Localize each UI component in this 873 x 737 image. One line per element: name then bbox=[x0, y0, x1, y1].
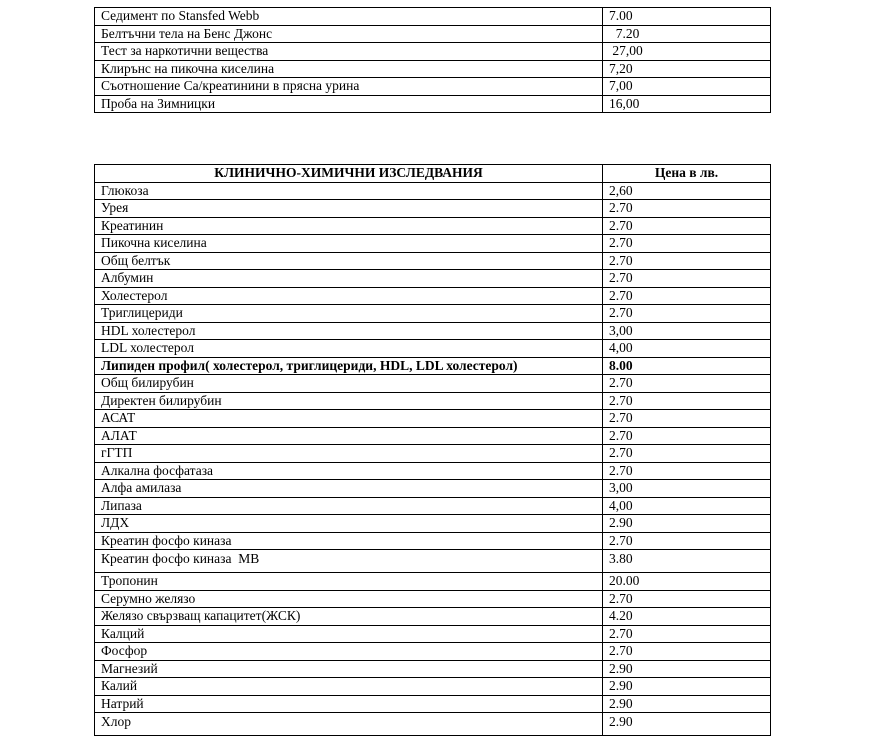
table-row bbox=[95, 445, 771, 463]
test-price: 7,00 bbox=[603, 78, 771, 96]
test-price: 2.90 bbox=[603, 678, 771, 696]
table-row bbox=[95, 427, 771, 445]
test-name: Алкална фосфатаза bbox=[95, 462, 603, 480]
table-row bbox=[95, 235, 771, 253]
test-price: 2.90 bbox=[603, 515, 771, 533]
table-row bbox=[95, 497, 771, 515]
table-row-highlight bbox=[95, 357, 771, 375]
test-name: Общ белтък bbox=[95, 252, 603, 270]
test-name: Фосфор bbox=[95, 643, 603, 661]
urine-tests-table bbox=[94, 7, 771, 113]
test-price: 2.70 bbox=[603, 410, 771, 428]
table-row bbox=[95, 287, 771, 305]
test-name: АСАТ bbox=[95, 410, 603, 428]
test-name: Клирънс на пикочна киселина bbox=[95, 60, 603, 78]
test-name: Креатин фосфо киназа МВ bbox=[95, 550, 603, 573]
test-name: Глюкоза bbox=[95, 182, 603, 200]
test-name: Тест за наркотични вещества bbox=[95, 43, 603, 61]
column-header-price: Цена в лв. bbox=[603, 165, 771, 183]
test-name: Алфа амилаза bbox=[95, 480, 603, 498]
test-price: 2.90 bbox=[603, 695, 771, 713]
test-name: Албумин bbox=[95, 270, 603, 288]
clinical-chemistry-table bbox=[94, 164, 771, 736]
test-price: 2.70 bbox=[603, 532, 771, 550]
test-price: 2.70 bbox=[603, 217, 771, 235]
test-price: 16,00 bbox=[603, 95, 771, 113]
table-row bbox=[95, 305, 771, 323]
test-price: 8.00 bbox=[603, 357, 771, 375]
test-name: Директен билирубин bbox=[95, 392, 603, 410]
table-row bbox=[95, 322, 771, 340]
test-price: 2.70 bbox=[603, 392, 771, 410]
table-row bbox=[95, 713, 771, 736]
test-name: Креатинин bbox=[95, 217, 603, 235]
test-price: 3.80 bbox=[603, 550, 771, 573]
test-price: 2.70 bbox=[603, 235, 771, 253]
test-name: Триглицериди bbox=[95, 305, 603, 323]
test-price: 2.70 bbox=[603, 270, 771, 288]
test-price: 7.20 bbox=[603, 25, 771, 43]
table-row bbox=[95, 270, 771, 288]
test-price: 7.00 bbox=[603, 8, 771, 26]
test-name: Белтъчни тела на Бенс Джонс bbox=[95, 25, 603, 43]
test-name: АЛАТ bbox=[95, 427, 603, 445]
test-price: 2.90 bbox=[603, 713, 771, 736]
test-price: 3,00 bbox=[603, 480, 771, 498]
test-price: 3,00 bbox=[603, 322, 771, 340]
test-price: 4,00 bbox=[603, 340, 771, 358]
table-row bbox=[95, 480, 771, 498]
test-price: 2.70 bbox=[603, 462, 771, 480]
table-row bbox=[95, 462, 771, 480]
table-row bbox=[95, 695, 771, 713]
column-header-test: КЛИНИЧНО-ХИМИЧНИ ИЗСЛЕДВАНИЯ bbox=[95, 165, 603, 183]
test-name: Серумно желязо bbox=[95, 590, 603, 608]
table-row bbox=[95, 625, 771, 643]
table-row bbox=[95, 252, 771, 270]
table-row bbox=[95, 25, 771, 43]
table-row bbox=[95, 8, 771, 26]
test-price: 2.70 bbox=[603, 643, 771, 661]
test-name: LDL холестерол bbox=[95, 340, 603, 358]
table-row bbox=[95, 515, 771, 533]
test-name: Съотношение Са/креатинини в прясна урина bbox=[95, 78, 603, 96]
test-name: Урея bbox=[95, 200, 603, 218]
table-row bbox=[95, 217, 771, 235]
table-row bbox=[95, 660, 771, 678]
test-price: 2.70 bbox=[603, 445, 771, 463]
test-name: Натрий bbox=[95, 695, 603, 713]
table-row bbox=[95, 200, 771, 218]
table-row bbox=[95, 608, 771, 626]
test-price: 2.70 bbox=[603, 590, 771, 608]
test-price: 2.70 bbox=[603, 305, 771, 323]
test-name: Тропонин bbox=[95, 573, 603, 591]
table-row bbox=[95, 60, 771, 78]
table-row bbox=[95, 78, 771, 96]
table-row bbox=[95, 573, 771, 591]
test-price: 4,00 bbox=[603, 497, 771, 515]
test-name: Калий bbox=[95, 678, 603, 696]
test-name: Проба на Зимницки bbox=[95, 95, 603, 113]
test-name: Холестерол bbox=[95, 287, 603, 305]
test-name: ЛДХ bbox=[95, 515, 603, 533]
test-name: Креатин фосфо киназа bbox=[95, 532, 603, 550]
table-row bbox=[95, 678, 771, 696]
test-price: 2.70 bbox=[603, 200, 771, 218]
table-row bbox=[95, 590, 771, 608]
table-row bbox=[95, 410, 771, 428]
test-price: 2,60 bbox=[603, 182, 771, 200]
test-name: HDL холестерол bbox=[95, 322, 603, 340]
test-name: Липаза bbox=[95, 497, 603, 515]
table-row bbox=[95, 375, 771, 393]
test-name: Хлор bbox=[95, 713, 603, 736]
table-row bbox=[95, 550, 771, 573]
table-header-row bbox=[95, 165, 771, 183]
test-price: 2.70 bbox=[603, 375, 771, 393]
test-name: Желязо свързващ капацитет(ЖСК) bbox=[95, 608, 603, 626]
test-price: 2.70 bbox=[603, 625, 771, 643]
table-row bbox=[95, 392, 771, 410]
test-price: 2.70 bbox=[603, 287, 771, 305]
table-row bbox=[95, 532, 771, 550]
table-row bbox=[95, 340, 771, 358]
test-name: Калций bbox=[95, 625, 603, 643]
table-row bbox=[95, 182, 771, 200]
test-name: Пикочна киселина bbox=[95, 235, 603, 253]
test-price: 2.90 bbox=[603, 660, 771, 678]
test-price: 2.70 bbox=[603, 427, 771, 445]
test-name: Общ билирубин bbox=[95, 375, 603, 393]
test-name: Липиден профил( холестерол, триглицериди, HDL, LDL холестерол) bbox=[95, 357, 603, 375]
test-name: гГТП bbox=[95, 445, 603, 463]
test-price: 7,20 bbox=[603, 60, 771, 78]
test-price: 2.70 bbox=[603, 252, 771, 270]
test-price: 27,00 bbox=[603, 43, 771, 61]
test-name: Магнезий bbox=[95, 660, 603, 678]
table-row bbox=[95, 643, 771, 661]
test-price: 20.00 bbox=[603, 573, 771, 591]
test-name: Седимент по Stansfed Webb bbox=[95, 8, 603, 26]
table-row bbox=[95, 95, 771, 113]
test-price: 4.20 bbox=[603, 608, 771, 626]
table-row bbox=[95, 43, 771, 61]
